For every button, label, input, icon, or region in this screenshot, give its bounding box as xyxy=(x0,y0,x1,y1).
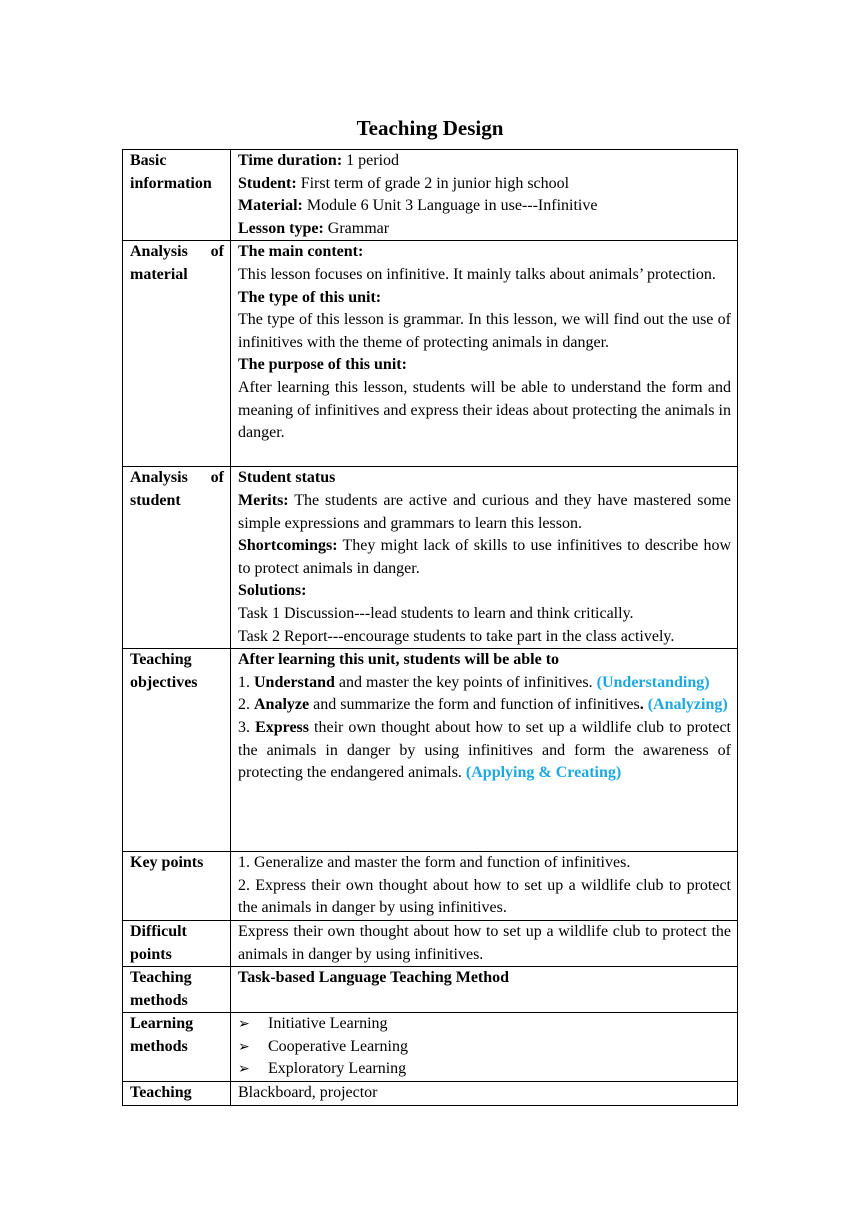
learning-methods-list xyxy=(238,1013,731,1081)
objective-3: 3. Express their own thought about how to set up a wildlife club to protect the animals in danger by using infinitives and form the awareness of protecting the endangered animals. (Applying & Creating) xyxy=(238,718,732,782)
teaching-methods-cell xyxy=(231,967,738,1013)
difficult-points-cell xyxy=(231,920,738,966)
list-item: ➢ Initiative Learning xyxy=(238,1013,731,1036)
table-row xyxy=(123,467,738,649)
unit-purpose-text: After learning this lesson, students will be able to understand the form and meaning of infinitives and express their ideas about protecting the animals in danger. xyxy=(238,378,731,442)
analysis-of-material-cell xyxy=(231,241,738,467)
teaching-aids-text: Blackboard, projector xyxy=(238,1084,378,1102)
solutions-heading: Solutions: xyxy=(238,582,307,600)
teaching-objectives-cell xyxy=(231,649,738,852)
key-point-2: 2. Express their own thought about how to set up a wildlife club to protect the animals in danger by using infinitives. xyxy=(238,876,731,917)
shortcomings-label: Shortcomings: xyxy=(238,537,338,555)
row-label-analysis-of-material: Analysis of material xyxy=(123,241,231,467)
page-title: Teaching Design xyxy=(356,116,504,140)
material-label: Material: xyxy=(238,197,303,215)
task-1-text: Task 1 Discussion---lead students to learn and think critically. xyxy=(238,604,634,622)
row-label-learning-methods: Learning methods xyxy=(123,1013,231,1082)
material-value: Module 6 Unit 3 Language in use---Infinitive xyxy=(302,197,598,215)
bloom-tag-applying-creating: (Applying & Creating) xyxy=(465,764,622,782)
row-label-teaching-aids: Teaching xyxy=(123,1082,231,1106)
row-label-teaching-objectives: Teaching objectives xyxy=(123,649,231,852)
student-status-heading: Student status xyxy=(238,469,336,487)
merits-label: Merits: xyxy=(238,491,289,509)
main-content-heading: The main content: xyxy=(238,243,364,261)
difficult-points-text: Express their own thought about how to set up a wildlife club to protect the animals in danger by using infinitives. xyxy=(238,922,731,963)
table-row xyxy=(123,649,738,852)
bloom-tag-analyzing: (Analyzing) xyxy=(647,696,728,714)
list-item: ➢ Exploratory Learning xyxy=(238,1058,731,1081)
objectives-intro: After learning this unit, students will be able to xyxy=(238,651,560,669)
arrow-bullet-icon: ➢ xyxy=(238,1038,250,1055)
analysis-of-student-cell xyxy=(231,467,738,649)
arrow-bullet-icon: ➢ xyxy=(238,1016,250,1033)
time-duration-value: 1 period xyxy=(342,152,400,169)
time-duration-label: Time duration: xyxy=(238,152,343,169)
row-label-basic-information: Basic information xyxy=(123,150,231,241)
learning-methods-cell xyxy=(231,1013,738,1082)
basic-information-cell xyxy=(231,150,738,241)
list-item: ➢ Cooperative Learning xyxy=(238,1036,731,1059)
key-points-cell xyxy=(231,852,738,921)
objective-2: 2. Analyze and summarize the form and function of infinitives. (Analyzing) xyxy=(238,696,728,714)
table-row xyxy=(123,1013,738,1082)
task-2-text: Task 2 Report---encourage students to take part in the class actively. xyxy=(238,627,675,645)
table-row xyxy=(123,967,738,1013)
row-label-teaching-methods: Teaching methods xyxy=(123,967,231,1013)
table-row xyxy=(123,1082,738,1106)
objective-1: 1. Understand and master the key points of infinitives. (Understanding) xyxy=(238,673,710,691)
student-value: First term of grade 2 in junior high school xyxy=(296,174,570,192)
main-content-text: This lesson focuses on infinitive. It mainly talks about animals’ protection. xyxy=(238,265,716,283)
table-row xyxy=(123,241,738,467)
unit-type-text: The type of this lesson is grammar. In this lesson, we will find out the use of infinitives with the theme of protecting animals in danger. xyxy=(238,311,731,351)
shortcomings-text: They might lack of skills to use infinitives to describe how to protect animals in danger. xyxy=(238,537,731,577)
arrow-bullet-icon: ➢ xyxy=(238,1061,250,1078)
unit-type-heading: The type of this unit: xyxy=(238,288,382,306)
unit-purpose-heading: The purpose of this unit: xyxy=(238,356,407,374)
teaching-methods-text: Task-based Language Teaching Method xyxy=(238,969,510,987)
row-label-difficult-points: Difficult points xyxy=(123,920,231,966)
teaching-aids-cell xyxy=(231,1082,738,1106)
bloom-tag-understanding: (Understanding) xyxy=(596,673,710,691)
lesson-type-label: Lesson type: xyxy=(238,219,324,237)
student-label: Student: xyxy=(238,174,297,192)
table-row xyxy=(123,150,738,241)
table-row xyxy=(123,920,738,966)
key-point-1: 1. Generalize and master the form and function of infinitives. xyxy=(238,854,631,872)
teaching-design-table xyxy=(122,149,738,1106)
lesson-type-value: Grammar xyxy=(323,219,390,237)
merits-text: The students are active and curious and they have mastered some simple expressions and grammars to learn this lesson. xyxy=(238,491,731,532)
row-label-key-points: Key points xyxy=(123,852,231,921)
row-label-analysis-of-student: Analysis of student xyxy=(123,467,231,649)
table-row xyxy=(123,852,738,921)
